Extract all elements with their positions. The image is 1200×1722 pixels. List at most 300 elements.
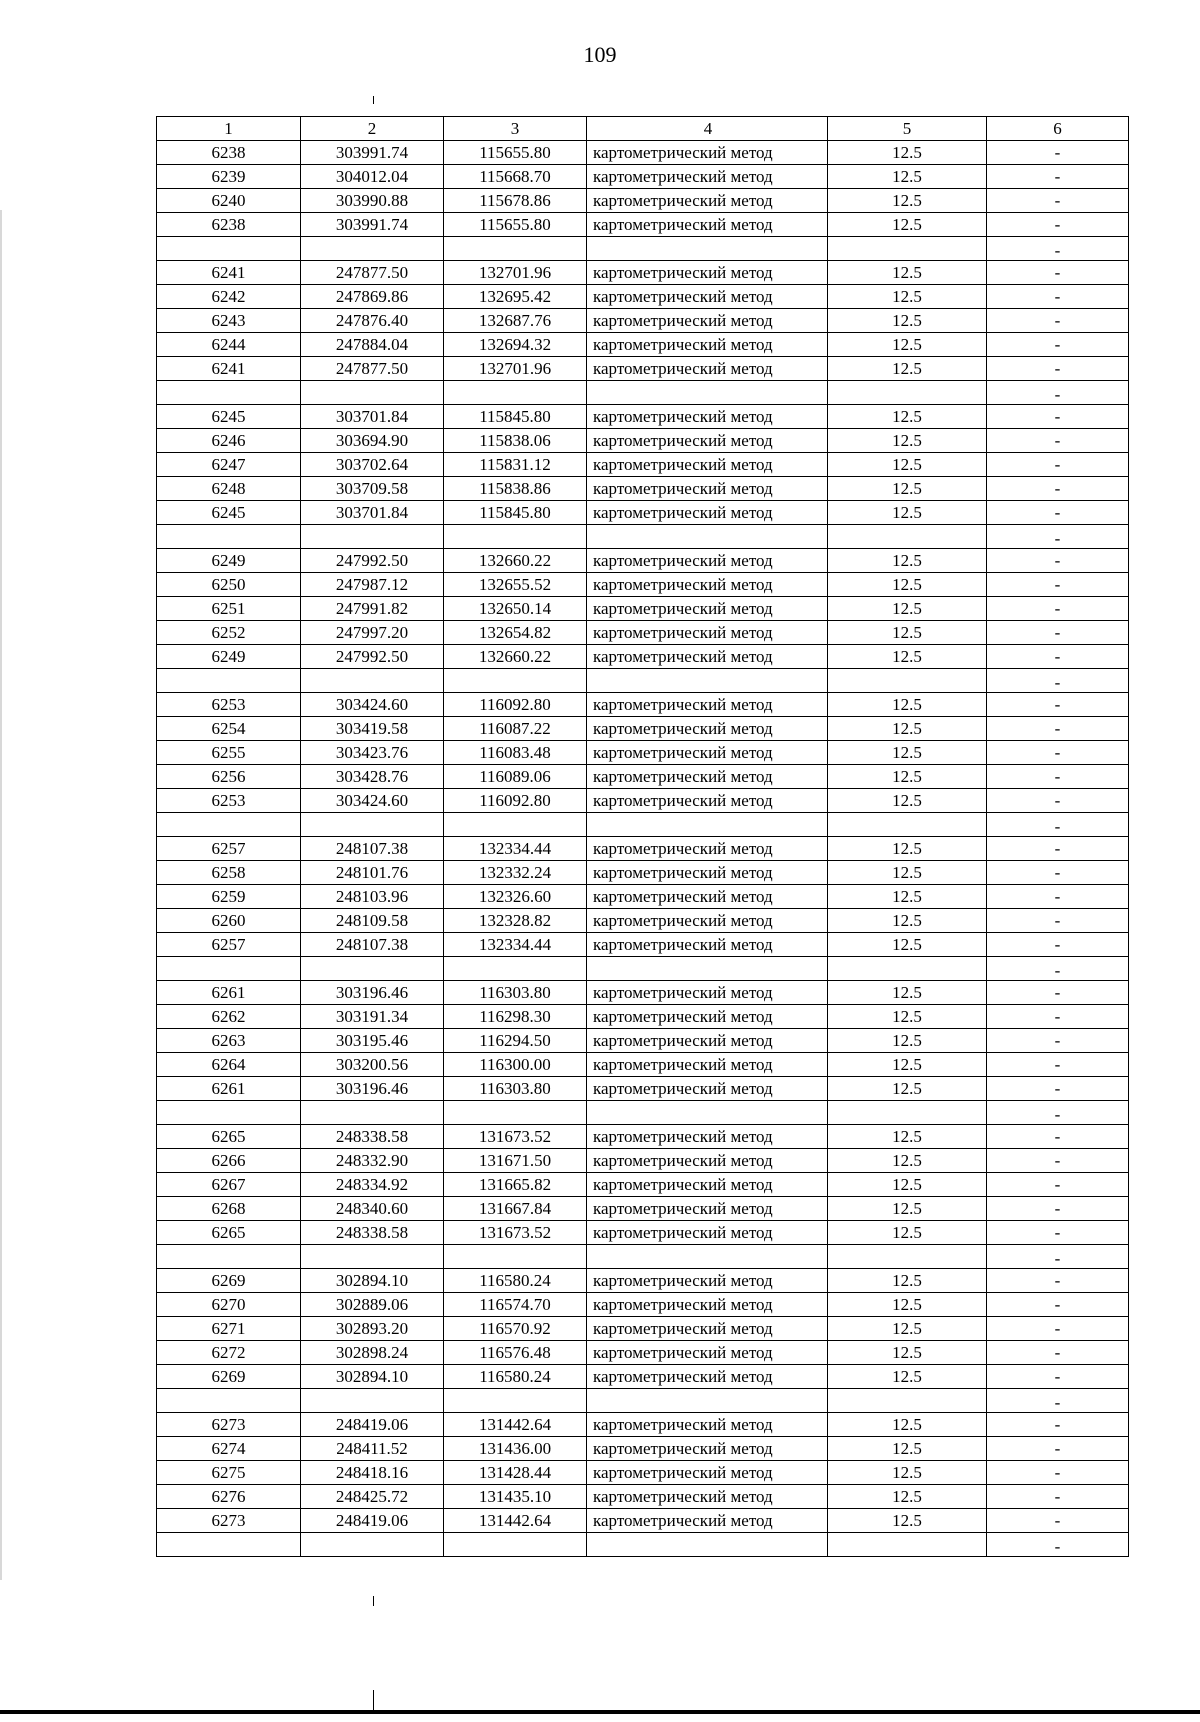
description-cell: -	[987, 717, 1129, 741]
empty-cell	[301, 1389, 444, 1413]
x-coordinate-cell: 247992.50	[301, 645, 444, 669]
empty-cell	[301, 1245, 444, 1269]
header-cell: 3	[444, 117, 587, 141]
point-number-cell: 6241	[157, 357, 301, 381]
separator-row	[157, 1245, 1129, 1269]
method-cell: картометрический метод	[587, 573, 828, 597]
method-cell: картометрический метод	[587, 597, 828, 621]
point-number-cell: 6241	[157, 261, 301, 285]
empty-cell	[301, 525, 444, 549]
method-cell: картометрический метод	[587, 909, 828, 933]
table-row	[157, 1173, 1129, 1197]
y-coordinate-cell: 132328.82	[444, 909, 587, 933]
y-coordinate-cell: 132332.24	[444, 861, 587, 885]
x-coordinate-cell: 247877.50	[301, 261, 444, 285]
empty-cell	[444, 669, 587, 693]
x-coordinate-cell: 247991.82	[301, 597, 444, 621]
description-cell: -	[987, 189, 1129, 213]
table-row	[157, 405, 1129, 429]
description-cell: -	[987, 1437, 1129, 1461]
point-number-cell: 6245	[157, 405, 301, 429]
y-coordinate-cell: 115655.80	[444, 213, 587, 237]
table-row	[157, 717, 1129, 741]
y-coordinate-cell: 132660.22	[444, 645, 587, 669]
description-cell: -	[987, 1029, 1129, 1053]
x-coordinate-cell: 303701.84	[301, 405, 444, 429]
separator-marker-cell: -	[987, 1389, 1129, 1413]
table-row	[157, 549, 1129, 573]
point-number-cell: 6275	[157, 1461, 301, 1485]
accuracy-cell: 12.5	[828, 981, 987, 1005]
description-cell: -	[987, 765, 1129, 789]
x-coordinate-cell: 248109.58	[301, 909, 444, 933]
y-coordinate-cell: 132687.76	[444, 309, 587, 333]
accuracy-cell: 12.5	[828, 1437, 987, 1461]
header-row	[157, 117, 1129, 141]
x-coordinate-cell: 302894.10	[301, 1365, 444, 1389]
empty-cell	[444, 1389, 587, 1413]
description-cell: -	[987, 309, 1129, 333]
empty-cell	[828, 1389, 987, 1413]
table-row	[157, 1341, 1129, 1365]
method-cell: картометрический метод	[587, 405, 828, 429]
point-number-cell: 6251	[157, 597, 301, 621]
accuracy-cell: 12.5	[828, 285, 987, 309]
y-coordinate-cell: 116300.00	[444, 1053, 587, 1077]
point-number-cell: 6260	[157, 909, 301, 933]
x-coordinate-cell: 302898.24	[301, 1341, 444, 1365]
accuracy-cell: 12.5	[828, 405, 987, 429]
y-coordinate-cell: 116089.06	[444, 765, 587, 789]
scan-edge-bottom	[0, 1710, 1200, 1714]
table-row	[157, 1197, 1129, 1221]
y-coordinate-cell: 116580.24	[444, 1269, 587, 1293]
x-coordinate-cell: 303702.64	[301, 453, 444, 477]
method-cell: картометрический метод	[587, 765, 828, 789]
separator-marker-cell: -	[987, 381, 1129, 405]
y-coordinate-cell: 132701.96	[444, 357, 587, 381]
table-row	[157, 1293, 1129, 1317]
x-coordinate-cell: 248340.60	[301, 1197, 444, 1221]
point-number-cell: 6244	[157, 333, 301, 357]
accuracy-cell: 12.5	[828, 597, 987, 621]
empty-cell	[444, 381, 587, 405]
x-coordinate-cell: 303428.76	[301, 765, 444, 789]
description-cell: -	[987, 789, 1129, 813]
description-cell: -	[987, 1173, 1129, 1197]
point-number-cell: 6246	[157, 429, 301, 453]
accuracy-cell: 12.5	[828, 1269, 987, 1293]
y-coordinate-cell: 115838.06	[444, 429, 587, 453]
point-number-cell: 6243	[157, 309, 301, 333]
method-cell: картометрический метод	[587, 1173, 828, 1197]
method-cell: картометрический метод	[587, 1437, 828, 1461]
table-row	[157, 453, 1129, 477]
separator-row	[157, 813, 1129, 837]
description-cell: -	[987, 549, 1129, 573]
description-cell: -	[987, 1461, 1129, 1485]
table-row	[157, 645, 1129, 669]
method-cell: картометрический метод	[587, 477, 828, 501]
point-number-cell: 6253	[157, 693, 301, 717]
accuracy-cell: 12.5	[828, 165, 987, 189]
table-row	[157, 1365, 1129, 1389]
y-coordinate-cell: 132334.44	[444, 837, 587, 861]
point-number-cell: 6276	[157, 1485, 301, 1509]
point-number-cell: 6272	[157, 1341, 301, 1365]
y-coordinate-cell: 131436.00	[444, 1437, 587, 1461]
y-coordinate-cell: 116092.80	[444, 789, 587, 813]
x-coordinate-cell: 247997.20	[301, 621, 444, 645]
accuracy-cell: 12.5	[828, 189, 987, 213]
method-cell: картометрический метод	[587, 861, 828, 885]
description-cell: -	[987, 1293, 1129, 1317]
y-coordinate-cell: 115845.80	[444, 501, 587, 525]
empty-cell	[157, 813, 301, 837]
y-coordinate-cell: 131428.44	[444, 1461, 587, 1485]
method-cell: картометрический метод	[587, 645, 828, 669]
separator-marker-cell: -	[987, 1101, 1129, 1125]
scan-mark	[373, 96, 374, 104]
description-cell: -	[987, 1509, 1129, 1533]
x-coordinate-cell: 248334.92	[301, 1173, 444, 1197]
description-cell: -	[987, 573, 1129, 597]
coordinates-table	[156, 116, 1129, 1557]
empty-cell	[587, 525, 828, 549]
description-cell: -	[987, 213, 1129, 237]
y-coordinate-cell: 132650.14	[444, 597, 587, 621]
empty-cell	[157, 525, 301, 549]
accuracy-cell: 12.5	[828, 1029, 987, 1053]
method-cell: картометрический метод	[587, 261, 828, 285]
accuracy-cell: 12.5	[828, 789, 987, 813]
y-coordinate-cell: 132655.52	[444, 573, 587, 597]
accuracy-cell: 12.5	[828, 1461, 987, 1485]
accuracy-cell: 12.5	[828, 1221, 987, 1245]
method-cell: картометрический метод	[587, 1317, 828, 1341]
description-cell: -	[987, 405, 1129, 429]
y-coordinate-cell: 131435.10	[444, 1485, 587, 1509]
description-cell: -	[987, 909, 1129, 933]
empty-cell	[587, 1533, 828, 1557]
separator-marker-cell: -	[987, 525, 1129, 549]
point-number-cell: 6249	[157, 549, 301, 573]
y-coordinate-cell: 116576.48	[444, 1341, 587, 1365]
accuracy-cell: 12.5	[828, 1413, 987, 1437]
x-coordinate-cell: 247877.50	[301, 357, 444, 381]
description-cell: -	[987, 1413, 1129, 1437]
point-number-cell: 6261	[157, 981, 301, 1005]
empty-cell	[444, 813, 587, 837]
table-row	[157, 981, 1129, 1005]
table-row	[157, 597, 1129, 621]
y-coordinate-cell: 131673.52	[444, 1221, 587, 1245]
y-coordinate-cell: 131442.64	[444, 1413, 587, 1437]
y-coordinate-cell: 132694.32	[444, 333, 587, 357]
header-cell: 2	[301, 117, 444, 141]
y-coordinate-cell: 116298.30	[444, 1005, 587, 1029]
x-coordinate-cell: 303423.76	[301, 741, 444, 765]
x-coordinate-cell: 248419.06	[301, 1509, 444, 1533]
x-coordinate-cell: 247987.12	[301, 573, 444, 597]
empty-cell	[157, 1101, 301, 1125]
x-coordinate-cell: 248103.96	[301, 885, 444, 909]
empty-cell	[444, 525, 587, 549]
empty-cell	[444, 1101, 587, 1125]
accuracy-cell: 12.5	[828, 909, 987, 933]
description-cell: -	[987, 1365, 1129, 1389]
scan-mark	[373, 1690, 374, 1712]
table-row	[157, 1221, 1129, 1245]
method-cell: картометрический метод	[587, 1005, 828, 1029]
point-number-cell: 6248	[157, 477, 301, 501]
empty-cell	[301, 1101, 444, 1125]
description-cell: -	[987, 693, 1129, 717]
method-cell: картометрический метод	[587, 1293, 828, 1317]
method-cell: картометрический метод	[587, 1341, 828, 1365]
x-coordinate-cell: 303701.84	[301, 501, 444, 525]
accuracy-cell: 12.5	[828, 933, 987, 957]
x-coordinate-cell: 302893.20	[301, 1317, 444, 1341]
accuracy-cell: 12.5	[828, 645, 987, 669]
empty-cell	[828, 1533, 987, 1557]
table-row	[157, 885, 1129, 909]
table-row	[157, 621, 1129, 645]
table-row	[157, 1029, 1129, 1053]
table-row	[157, 1269, 1129, 1293]
table-row	[157, 1461, 1129, 1485]
description-cell: -	[987, 837, 1129, 861]
table-row	[157, 837, 1129, 861]
empty-cell	[301, 669, 444, 693]
description-cell: -	[987, 1221, 1129, 1245]
y-coordinate-cell: 131665.82	[444, 1173, 587, 1197]
x-coordinate-cell: 248338.58	[301, 1125, 444, 1149]
header-cell: 1	[157, 117, 301, 141]
empty-cell	[828, 1101, 987, 1125]
table-row	[157, 693, 1129, 717]
method-cell: картометрический метод	[587, 837, 828, 861]
method-cell: картометрический метод	[587, 453, 828, 477]
empty-cell	[157, 237, 301, 261]
accuracy-cell: 12.5	[828, 453, 987, 477]
separator-row	[157, 1101, 1129, 1125]
point-number-cell: 6261	[157, 1077, 301, 1101]
y-coordinate-cell: 131442.64	[444, 1509, 587, 1533]
empty-cell	[444, 237, 587, 261]
y-coordinate-cell: 115831.12	[444, 453, 587, 477]
accuracy-cell: 12.5	[828, 885, 987, 909]
y-coordinate-cell: 115678.86	[444, 189, 587, 213]
table-row	[157, 261, 1129, 285]
method-cell: картометрический метод	[587, 1485, 828, 1509]
accuracy-cell: 12.5	[828, 357, 987, 381]
accuracy-cell: 12.5	[828, 333, 987, 357]
x-coordinate-cell: 302889.06	[301, 1293, 444, 1317]
table-row	[157, 333, 1129, 357]
y-coordinate-cell: 131673.52	[444, 1125, 587, 1149]
y-coordinate-cell: 116303.80	[444, 1077, 587, 1101]
accuracy-cell: 12.5	[828, 861, 987, 885]
description-cell: -	[987, 885, 1129, 909]
table-row	[157, 861, 1129, 885]
point-number-cell: 6253	[157, 789, 301, 813]
empty-cell	[157, 381, 301, 405]
table-row	[157, 1317, 1129, 1341]
method-cell: картометрический метод	[587, 717, 828, 741]
table-row	[157, 309, 1129, 333]
table-row	[157, 1125, 1129, 1149]
x-coordinate-cell: 303191.34	[301, 1005, 444, 1029]
method-cell: картометрический метод	[587, 501, 828, 525]
point-number-cell: 6268	[157, 1197, 301, 1221]
accuracy-cell: 12.5	[828, 549, 987, 573]
description-cell: -	[987, 645, 1129, 669]
accuracy-cell: 12.5	[828, 1293, 987, 1317]
point-number-cell: 6239	[157, 165, 301, 189]
point-number-cell: 6254	[157, 717, 301, 741]
point-number-cell: 6262	[157, 1005, 301, 1029]
y-coordinate-cell: 132326.60	[444, 885, 587, 909]
empty-cell	[828, 957, 987, 981]
description-cell: -	[987, 285, 1129, 309]
table-row	[157, 213, 1129, 237]
table-row	[157, 1077, 1129, 1101]
description-cell: -	[987, 333, 1129, 357]
method-cell: картометрический метод	[587, 1221, 828, 1245]
point-number-cell: 6247	[157, 453, 301, 477]
separator-row	[157, 1389, 1129, 1413]
empty-cell	[587, 1101, 828, 1125]
y-coordinate-cell: 116574.70	[444, 1293, 587, 1317]
x-coordinate-cell: 303419.58	[301, 717, 444, 741]
empty-cell	[587, 1245, 828, 1269]
accuracy-cell: 12.5	[828, 1005, 987, 1029]
method-cell: картометрический метод	[587, 333, 828, 357]
method-cell: картометрический метод	[587, 213, 828, 237]
description-cell: -	[987, 261, 1129, 285]
x-coordinate-cell: 303709.58	[301, 477, 444, 501]
x-coordinate-cell: 303200.56	[301, 1053, 444, 1077]
x-coordinate-cell: 248425.72	[301, 1485, 444, 1509]
x-coordinate-cell: 303196.46	[301, 981, 444, 1005]
accuracy-cell: 12.5	[828, 621, 987, 645]
x-coordinate-cell: 303195.46	[301, 1029, 444, 1053]
point-number-cell: 6240	[157, 189, 301, 213]
x-coordinate-cell: 304012.04	[301, 165, 444, 189]
accuracy-cell: 12.5	[828, 1053, 987, 1077]
accuracy-cell: 12.5	[828, 1125, 987, 1149]
header-cell: 4	[587, 117, 828, 141]
empty-cell	[301, 813, 444, 837]
y-coordinate-cell: 116087.22	[444, 717, 587, 741]
empty-cell	[587, 957, 828, 981]
x-coordinate-cell: 248338.58	[301, 1221, 444, 1245]
description-cell: -	[987, 1149, 1129, 1173]
separator-row	[157, 525, 1129, 549]
x-coordinate-cell: 247876.40	[301, 309, 444, 333]
table-row	[157, 1053, 1129, 1077]
y-coordinate-cell: 132660.22	[444, 549, 587, 573]
empty-cell	[828, 1245, 987, 1269]
table-row	[157, 357, 1129, 381]
y-coordinate-cell: 132701.96	[444, 261, 587, 285]
scan-edge-left	[0, 210, 2, 1580]
y-coordinate-cell: 115845.80	[444, 405, 587, 429]
point-number-cell: 6252	[157, 621, 301, 645]
empty-cell	[301, 1533, 444, 1557]
accuracy-cell: 12.5	[828, 141, 987, 165]
x-coordinate-cell: 303424.60	[301, 693, 444, 717]
method-cell: картометрический метод	[587, 741, 828, 765]
y-coordinate-cell: 116294.50	[444, 1029, 587, 1053]
empty-cell	[587, 381, 828, 405]
header-cell: 5	[828, 117, 987, 141]
description-cell: -	[987, 1053, 1129, 1077]
point-number-cell: 6269	[157, 1269, 301, 1293]
separator-row	[157, 669, 1129, 693]
x-coordinate-cell: 247992.50	[301, 549, 444, 573]
description-cell: -	[987, 1005, 1129, 1029]
method-cell: картометрический метод	[587, 549, 828, 573]
description-cell: -	[987, 981, 1129, 1005]
separator-marker-cell: -	[987, 1245, 1129, 1269]
y-coordinate-cell: 115655.80	[444, 141, 587, 165]
point-number-cell: 6271	[157, 1317, 301, 1341]
y-coordinate-cell: 132695.42	[444, 285, 587, 309]
point-number-cell: 6273	[157, 1509, 301, 1533]
accuracy-cell: 12.5	[828, 741, 987, 765]
method-cell: картометрический метод	[587, 885, 828, 909]
accuracy-cell: 12.5	[828, 837, 987, 861]
accuracy-cell: 12.5	[828, 1365, 987, 1389]
description-cell: -	[987, 861, 1129, 885]
empty-cell	[587, 813, 828, 837]
table-row	[157, 141, 1129, 165]
description-cell: -	[987, 1341, 1129, 1365]
separator-marker-cell: -	[987, 1533, 1129, 1557]
method-cell: картометрический метод	[587, 141, 828, 165]
accuracy-cell: 12.5	[828, 1077, 987, 1101]
separator-marker-cell: -	[987, 237, 1129, 261]
description-cell: -	[987, 1269, 1129, 1293]
empty-cell	[444, 957, 587, 981]
point-number-cell: 6245	[157, 501, 301, 525]
table-row	[157, 501, 1129, 525]
description-cell: -	[987, 477, 1129, 501]
header-cell: 6	[987, 117, 1129, 141]
empty-cell	[301, 957, 444, 981]
description-cell: -	[987, 165, 1129, 189]
method-cell: картометрический метод	[587, 1029, 828, 1053]
description-cell: -	[987, 429, 1129, 453]
y-coordinate-cell: 131667.84	[444, 1197, 587, 1221]
empty-cell	[828, 813, 987, 837]
accuracy-cell: 12.5	[828, 429, 987, 453]
accuracy-cell: 12.5	[828, 309, 987, 333]
table-row	[157, 1509, 1129, 1533]
table-row	[157, 909, 1129, 933]
accuracy-cell: 12.5	[828, 1173, 987, 1197]
separator-marker-cell: -	[987, 669, 1129, 693]
table-row	[157, 189, 1129, 213]
description-cell: -	[987, 597, 1129, 621]
description-cell: -	[987, 1077, 1129, 1101]
empty-cell	[828, 669, 987, 693]
page-number: 109	[583, 42, 617, 67]
point-number-cell: 6255	[157, 741, 301, 765]
x-coordinate-cell: 248411.52	[301, 1437, 444, 1461]
